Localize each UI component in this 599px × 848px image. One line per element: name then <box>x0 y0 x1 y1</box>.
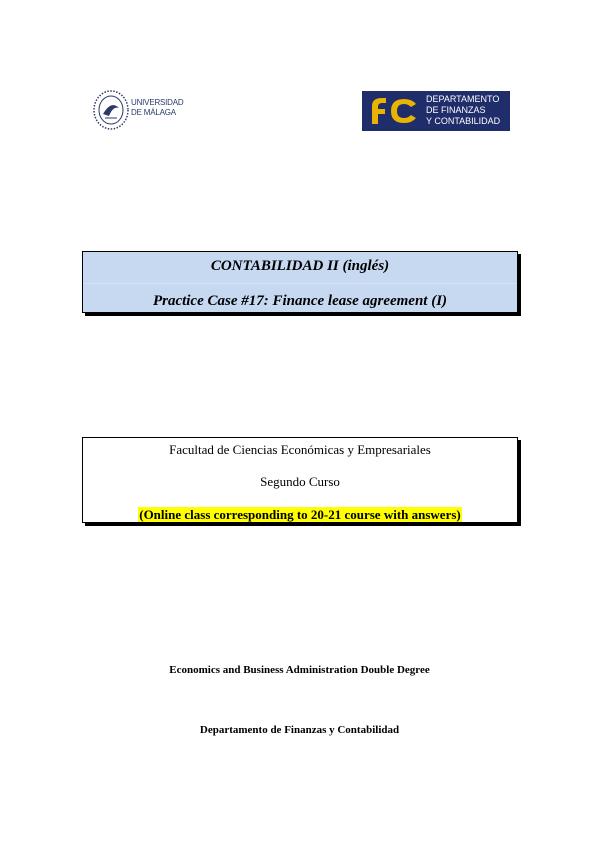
case-title: Practice Case #17: Finance lease agreement (I) <box>152 293 448 309</box>
online-class-note: (Online class corresponding to 20-21 course with answers) <box>139 507 461 522</box>
universidad-malaga-logo <box>91 88 191 134</box>
faculty-name: Facultad de Ciencias Económicas y Empresariales <box>169 442 431 457</box>
degree-name: Economics and Business Administration Double Degree <box>169 664 430 676</box>
title-box <box>82 251 518 313</box>
department-logo-line2: DE FINANZAS <box>426 105 486 115</box>
fc-mark-icon <box>366 94 422 128</box>
departamento-logo <box>362 91 510 131</box>
department-logo-line1: DEPARTAMENTO <box>426 94 500 104</box>
university-name-line2: DE MÁLAGA <box>131 108 176 117</box>
course-year: Segundo Curso <box>260 474 340 489</box>
title-divider <box>83 283 517 284</box>
department-logo-text <box>426 94 500 127</box>
info-box <box>82 437 518 523</box>
university-name-line1: UNIVERSIDAD <box>131 98 184 107</box>
department-logo-line3: Y CONTABILIDAD <box>426 116 501 126</box>
online-class-note-line <box>83 507 517 523</box>
university-name <box>131 98 183 118</box>
course-title: CONTABILIDAD II (inglés) <box>210 258 390 274</box>
department-name: Departamento de Finanzas y Contabilidad <box>199 724 400 736</box>
university-seal-icon <box>91 88 131 132</box>
